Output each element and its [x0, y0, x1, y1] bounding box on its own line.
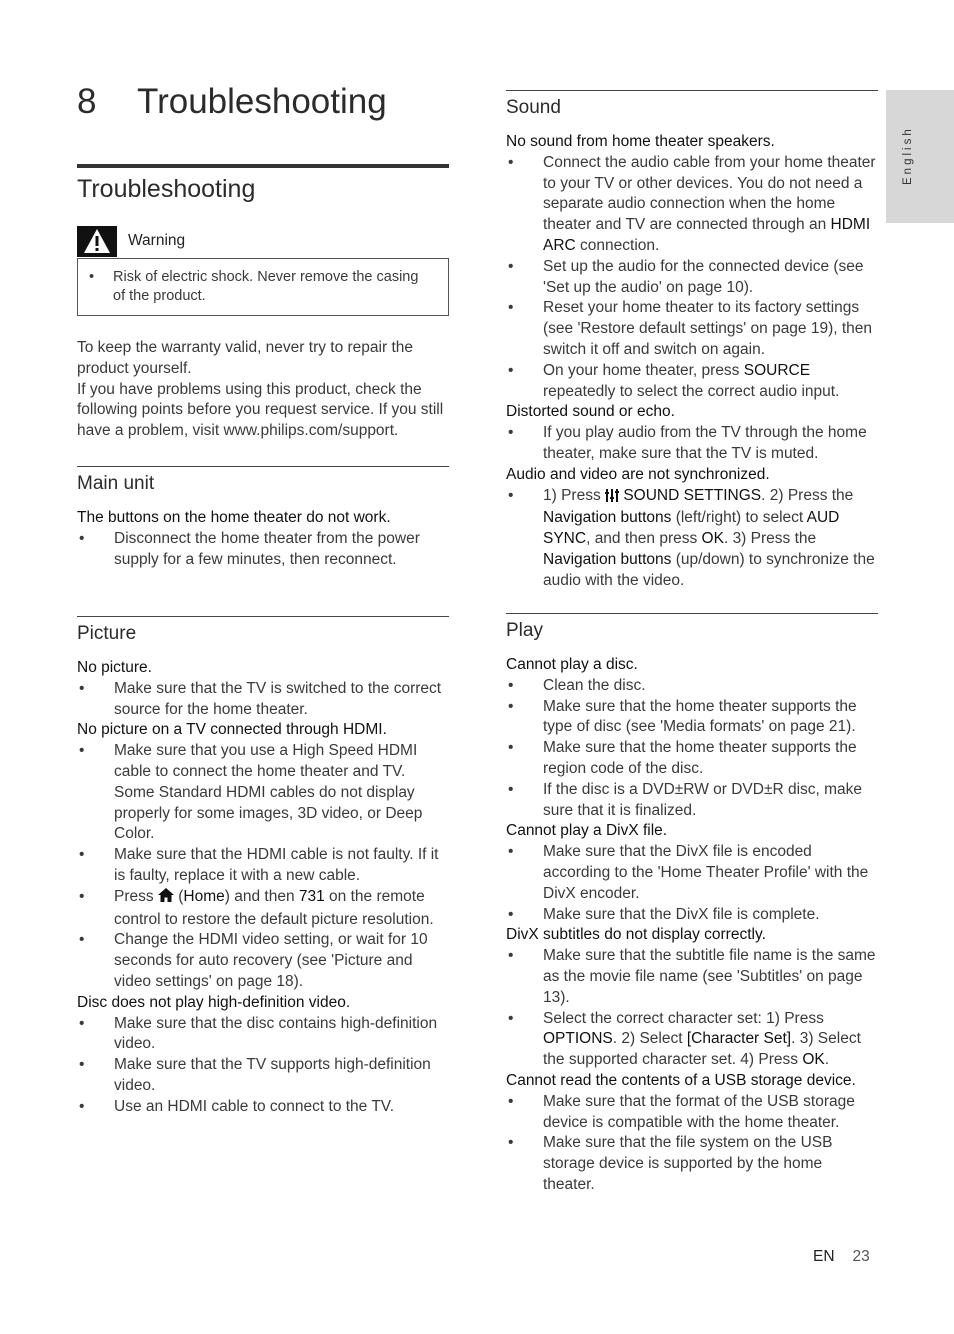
- issue-title: The buttons on the home theater do not work.: [77, 509, 391, 526]
- list-item: • Make sure that the file system on the USB storage device is supported by the home theater.: [506, 1133, 878, 1195]
- warning-box: [77, 258, 449, 316]
- main-unit-heading: Main unit: [77, 473, 155, 494]
- list-item: • Connect the audio cable from your home theater to your TV or other devices. You do not need a separate audio connection when the home theater and TV are connected through an HDMI ARC connection.: [506, 153, 878, 257]
- section-title: Troubleshooting: [77, 175, 256, 203]
- section-rule: [77, 164, 449, 168]
- sound-content: [506, 132, 878, 592]
- play-content: [506, 655, 878, 1196]
- issue-title: Audio and video are not synchronized.: [506, 465, 770, 483]
- chapter-title: Troubleshooting: [137, 82, 387, 121]
- list-item: • Make sure that the HDMI cable is not faulty. If it is faulty, replace it with a new cable.: [77, 845, 449, 887]
- page-number: 23: [852, 1248, 870, 1265]
- list-item: • If the disc is a DVD±RW or DVD±R disc, make sure that it is finalized.: [506, 780, 878, 822]
- list-item: • Press (Home) and then 731 on the remote control to restore the default picture resolution.: [77, 887, 449, 931]
- picture-heading: Picture: [77, 623, 137, 644]
- issue-title: Distorted sound or echo.: [506, 403, 675, 421]
- list-item: • Make sure that the format of the USB storage device is compatible with the home theater.: [506, 1092, 878, 1134]
- language-label: English: [902, 126, 914, 185]
- intro-text: [77, 338, 449, 442]
- footer-language: EN: [813, 1248, 835, 1265]
- issue-title: No picture.: [77, 659, 152, 676]
- list-item: • Make sure that the TV is switched to the correct source for the home theater.: [77, 679, 449, 721]
- issue-title: DivX subtitles do not display correctly.: [506, 926, 766, 944]
- play-heading: Play: [506, 620, 543, 641]
- list-item: • Change the HDMI video setting, or wait for 10 seconds for auto recovery (see 'Picture and video settings' on page 18).: [77, 930, 449, 992]
- sound-rule: [506, 90, 878, 91]
- home-icon: [158, 888, 174, 910]
- main-unit-content: [77, 508, 449, 570]
- issue-title: Cannot play a disc.: [506, 656, 638, 673]
- intro-paragraph: If you have problems using this product, check the following points before you request service. If you still have a problem, visit www.philips.com/support.: [77, 380, 444, 440]
- issue-title: Disc does not play high-definition video.: [77, 993, 351, 1011]
- list-item: • Select the correct character set: 1) Press OPTIONS. 2) Select [Character Set]. 3) Select the supported character set. 4) Press OK.: [506, 1009, 878, 1071]
- list-item: • Make sure that the home theater supports the region code of the disc.: [506, 738, 878, 780]
- chapter-number: 8: [77, 82, 97, 121]
- warning-label: Warning: [128, 232, 186, 249]
- picture-rule: [77, 616, 449, 617]
- list-item: • Use an HDMI cable to connect to the TV.: [77, 1097, 449, 1118]
- list-item: • Make sure that the TV supports high-definition video.: [77, 1055, 449, 1097]
- sound-settings-icon: [605, 488, 619, 509]
- list-item: • Make sure that the DivX file is complete.: [506, 905, 878, 926]
- main-unit-rule: [77, 466, 449, 467]
- language-tab: [886, 90, 954, 223]
- list-item: • 1) Press SOUND SETTINGS. 2) Press the Navigation buttons (left/right) to select AUD SYNC, and then press OK. 3) Press the Navigation buttons (up/down) to synchronize the audio with the video.: [506, 486, 878, 592]
- list-item: • Set up the audio for the connected device (see 'Set up the audio' on page 10).: [506, 257, 878, 299]
- list-item: • Make sure that the DivX file is encoded according to the 'Home Theater Profile' with the DivX encoder.: [506, 842, 878, 904]
- list-item: • Clean the disc.: [506, 676, 878, 697]
- list-item: • Reset your home theater to its factory settings (see 'Restore default settings' on page 19), then switch it off and switch on again.: [506, 298, 878, 360]
- list-item: • Make sure that the home theater supports the type of disc (see 'Media formats' on page 21).: [506, 697, 878, 739]
- picture-content: [77, 658, 449, 1118]
- intro-paragraph: To keep the warranty valid, never try to repair the product yourself.: [77, 339, 413, 377]
- sound-heading: Sound: [506, 97, 561, 118]
- list-item: • Make sure that the subtitle file name is the same as the movie file name (see 'Subtitles' on page 13).: [506, 946, 878, 1008]
- issue-title: No sound from home theater speakers.: [506, 133, 775, 150]
- warning-icon: [77, 226, 117, 257]
- list-item: • Disconnect the home theater from the power supply for a few minutes, then reconnect.: [77, 529, 449, 571]
- issue-title: No picture on a TV connected through HDMI.: [77, 721, 387, 739]
- list-item: • Make sure that the disc contains high-definition video.: [77, 1014, 449, 1056]
- issue-title: Cannot play a DivX file.: [506, 822, 668, 840]
- list-item: • Make sure that you use a High Speed HDMI cable to connect the home theater and TV. Some Standard HDMI cables do not display properly for some images, 3D video, or Deep Color.: [77, 741, 449, 845]
- list-item: • If you play audio from the TV through the home theater, make sure that the TV is muted.: [506, 423, 878, 465]
- page-footer: [813, 1248, 870, 1266]
- warning-text: • Risk of electric shock. Never remove the casing of the product.: [87, 268, 430, 306]
- list-item: • On your home theater, press SOURCE repeatedly to select the correct audio input.: [506, 361, 878, 403]
- play-rule: [506, 613, 878, 614]
- issue-title: Cannot read the contents of a USB storage device.: [506, 1071, 856, 1089]
- chapter-heading: [77, 82, 387, 122]
